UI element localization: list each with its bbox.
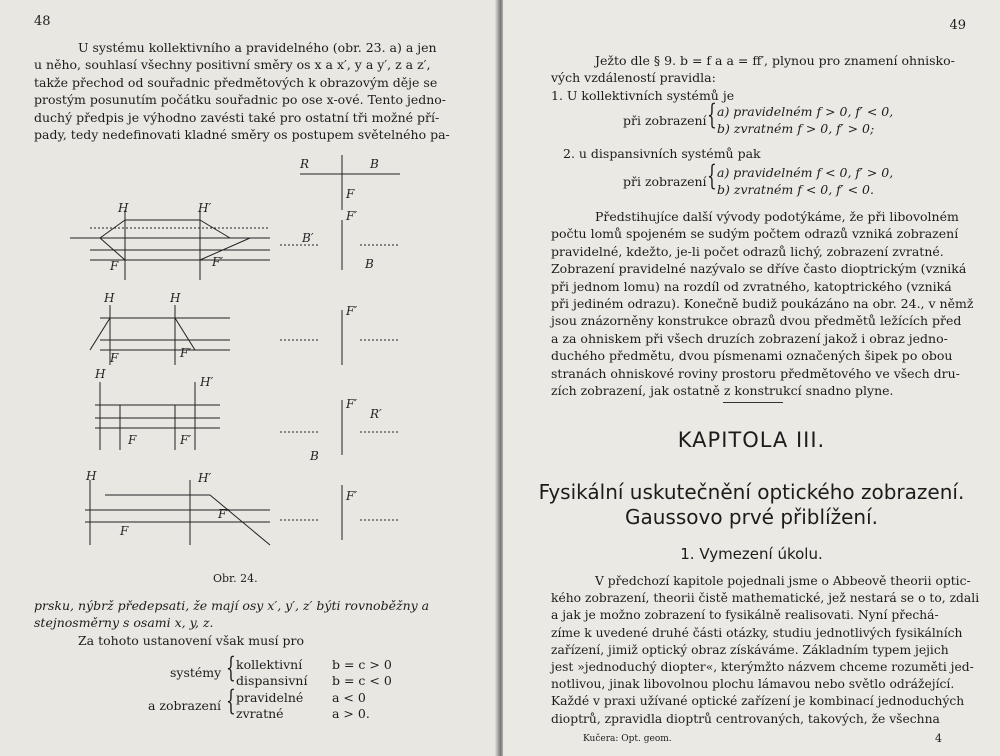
figure-label-F-prime: F′: [180, 346, 192, 360]
imaging-case: pravidelné: [236, 690, 304, 705]
text-line: zařízení, jimiž optický obraz získáváme. Základním typem jejich: [551, 642, 949, 657]
text-line: duchý předpis je výhodno zavésti také pro ostatní tři možné pří-: [34, 109, 440, 125]
text-line: takže přechod od souřadnic předmětových k obrazovým děje se: [34, 74, 438, 90]
text-line: při jediném odrazu). Konečně budiž poukázáno na obr. 24., v němž: [551, 296, 974, 312]
figure-label-B: B: [365, 257, 374, 271]
imaging-condition: a < 0: [332, 690, 366, 705]
footer-page-signature: 4: [935, 732, 942, 745]
text-line: jsou znázorněny konstrukce obrazů dvou předmětů ležících před: [551, 313, 962, 329]
figure-label-H-prime: H′: [198, 471, 212, 485]
figure-label-H-prime: H′: [200, 375, 214, 389]
ray-line: [90, 318, 110, 350]
figure-label-F-prime: F′: [218, 507, 230, 521]
text-line: Ježto dle § 9. b = f a a = ff′, plynou pro znamení ohnisko-: [595, 53, 955, 68]
figure-label-F-prime: F′: [212, 255, 224, 269]
figure-label-F: F: [110, 351, 119, 365]
brace: {: [226, 651, 236, 684]
figure-label-F-prime: F′: [346, 489, 358, 503]
left-paragraph-2: [34, 597, 454, 649]
case-line: b) zvratném f > 0, f′ > 0;: [717, 121, 875, 136]
figure-label-H-prime: H′: [198, 201, 212, 215]
text-line: V předchozí kapitole pojednali jsme o Abbeově theorii optic-: [595, 574, 971, 588]
text-line: u něho, souhlasí všechny positivní směry os x a x′, y a y′, z a z′,: [34, 57, 431, 73]
text-line: při jednom lomu) na rozdíl od zvratného, katoptrického (vzniká: [551, 278, 952, 294]
right-paragraph: [551, 208, 974, 399]
figure-caption: Obr. 24.: [213, 572, 258, 585]
text-line: dioptrů, zpravidla dioptrů centrovaných, takových, že všechna: [551, 711, 940, 726]
figure-label-F-prime: F′: [346, 209, 358, 223]
right-page: [503, 0, 1000, 756]
text-line: Předstihujíce další vývody podotýkáme, že při libovolném: [595, 209, 959, 224]
figure-obr-24: [70, 150, 450, 570]
figure-label-B: B: [370, 157, 379, 171]
section-title: 1. Vymezení úkolu.: [680, 545, 823, 563]
ray-line: [100, 220, 125, 238]
case-prefix: při zobrazení: [623, 113, 707, 128]
text-line: prostým posunutím počátku souřadnic po ose x-ové. Tento jedno-: [34, 92, 447, 108]
text-line: notlivou, jinak libovolnou plochu lámavou nebo světlo odrážející.: [551, 677, 955, 692]
text-line: stejnosměrny s osami x, y, z.: [34, 615, 214, 631]
systems-condition: b = c < 0: [332, 673, 392, 688]
systems-condition: b = c > 0: [332, 657, 392, 672]
text-line: zíme k uvedené druhé části otázky, studiu jednotlivých fysikálních: [551, 625, 963, 640]
figure-label-F: F: [110, 259, 119, 273]
figure-label-F-prime: F′: [346, 397, 358, 411]
ray-line: [100, 238, 125, 260]
left-page: [0, 0, 497, 756]
section-paragraph: [551, 573, 980, 728]
case-title: 2. u dispansivních systémů pak: [563, 146, 761, 161]
text-line: Zobrazení pravidelné nazývalo se dříve často dioptrickým (vzniká: [551, 261, 967, 277]
text-line: prsku, nýbrž předepsati, že mají osy x′, y′, z′ býti rovnoběžny a: [34, 598, 430, 613]
case-line: a) pravidelném f < 0, f′ > 0,: [717, 165, 894, 180]
text-line: kého zobrazení, theorii čistě mathematické, jež nestará se o to, zdali: [551, 591, 980, 606]
figure-label-F: F: [128, 433, 137, 447]
figure-label-B-prime: B′: [302, 231, 314, 245]
brace: {: [226, 684, 236, 717]
case-line: a) pravidelném f > 0, f′ < 0,: [717, 104, 894, 119]
section-divider: [723, 402, 783, 403]
text-line: Každé v praxi užívané optické zařízení je kombinací jednoduchých: [551, 694, 965, 709]
figure-label-F: F: [120, 524, 129, 538]
text-line: vých vzdáleností pravidla:: [551, 70, 716, 86]
chapter-title: [503, 480, 1000, 530]
ray-line: [200, 220, 230, 238]
text-line: a za ohniskem při všech druzích zobrazení jakož i obraz jedno-: [551, 330, 948, 346]
figure-label-H: H: [86, 469, 97, 483]
figure-label-B: B: [310, 449, 319, 463]
systems-case: dispansivní: [236, 673, 308, 688]
case2-title-wrap: [563, 145, 963, 162]
figure-label-H: H: [118, 201, 129, 215]
page-number-right: 49: [949, 18, 966, 33]
chapter-title-line: Fysikální uskutečnění optického zobrazení.: [538, 480, 965, 504]
text-line: Za tohoto ustanovení však musí pro: [78, 632, 305, 648]
text-line: pady, tedy nedefinovati kladné směry os postupem světelného pa-: [34, 127, 450, 143]
text-line: počtu lomů spojeném se sudým počtem odrazů vzniká zobrazení: [551, 226, 959, 242]
figure-label-F: F: [346, 187, 355, 201]
text-line: U systému kollektivního a pravidelného (obr. 23. a) a jen: [78, 40, 437, 55]
brace: {: [707, 159, 717, 192]
page-number-left: 48: [34, 14, 51, 29]
figure-label-H: H: [104, 291, 115, 305]
footer-left: Kučera: Opt. geom.: [583, 734, 672, 744]
imaging-condition: a > 0.: [332, 706, 370, 721]
right-intro: [551, 52, 971, 104]
case-line: b) zvratném f < 0, f′ < 0.: [717, 182, 874, 197]
left-paragraph-1: [34, 39, 454, 143]
text-line: stranách ohniskové roviny prostoru předmětového ve všech dru-: [551, 365, 960, 381]
text-line: pravidelné, kdežto, je-li počet odrazů lichý, zobrazení zvratné.: [551, 243, 944, 259]
imaging-case: zvratné: [236, 706, 284, 721]
figure-label-F-prime: F′: [180, 433, 192, 447]
text-line: a jak je možno zobrazení to fysikálně realisovati. Nyní přechá-: [551, 608, 939, 623]
text-line: duchého předmětu, dvou písmenami označených šipek po obou: [551, 348, 953, 364]
brace: {: [707, 98, 717, 131]
text-line: jest »jednoduchý diopter«, kterýmžto názvem chceme rozuměti jed-: [551, 660, 974, 675]
ray-line: [200, 238, 250, 260]
systems-case: kollektivní: [236, 657, 303, 672]
imaging-label: a zobrazení: [148, 698, 221, 713]
chapter-title-line: Gaussovo prvé přiblížení.: [624, 505, 879, 529]
figure-label-R: R: [300, 157, 310, 171]
figure-label-H: H: [95, 367, 106, 381]
figure-label-R-prime: R′: [370, 407, 382, 421]
text-line: zích zobrazení, jak ostatně z konstrukcí snadno plyne.: [551, 383, 894, 399]
figure-label-F-prime: F′: [346, 304, 358, 318]
case-title: 1. U kollektivních systémů je: [551, 87, 735, 103]
figure-label-H: H: [170, 291, 181, 305]
case-prefix: při zobrazení: [623, 174, 707, 189]
systems-label: systémy: [170, 665, 222, 680]
chapter-heading: KAPITOLA III.: [677, 428, 826, 452]
